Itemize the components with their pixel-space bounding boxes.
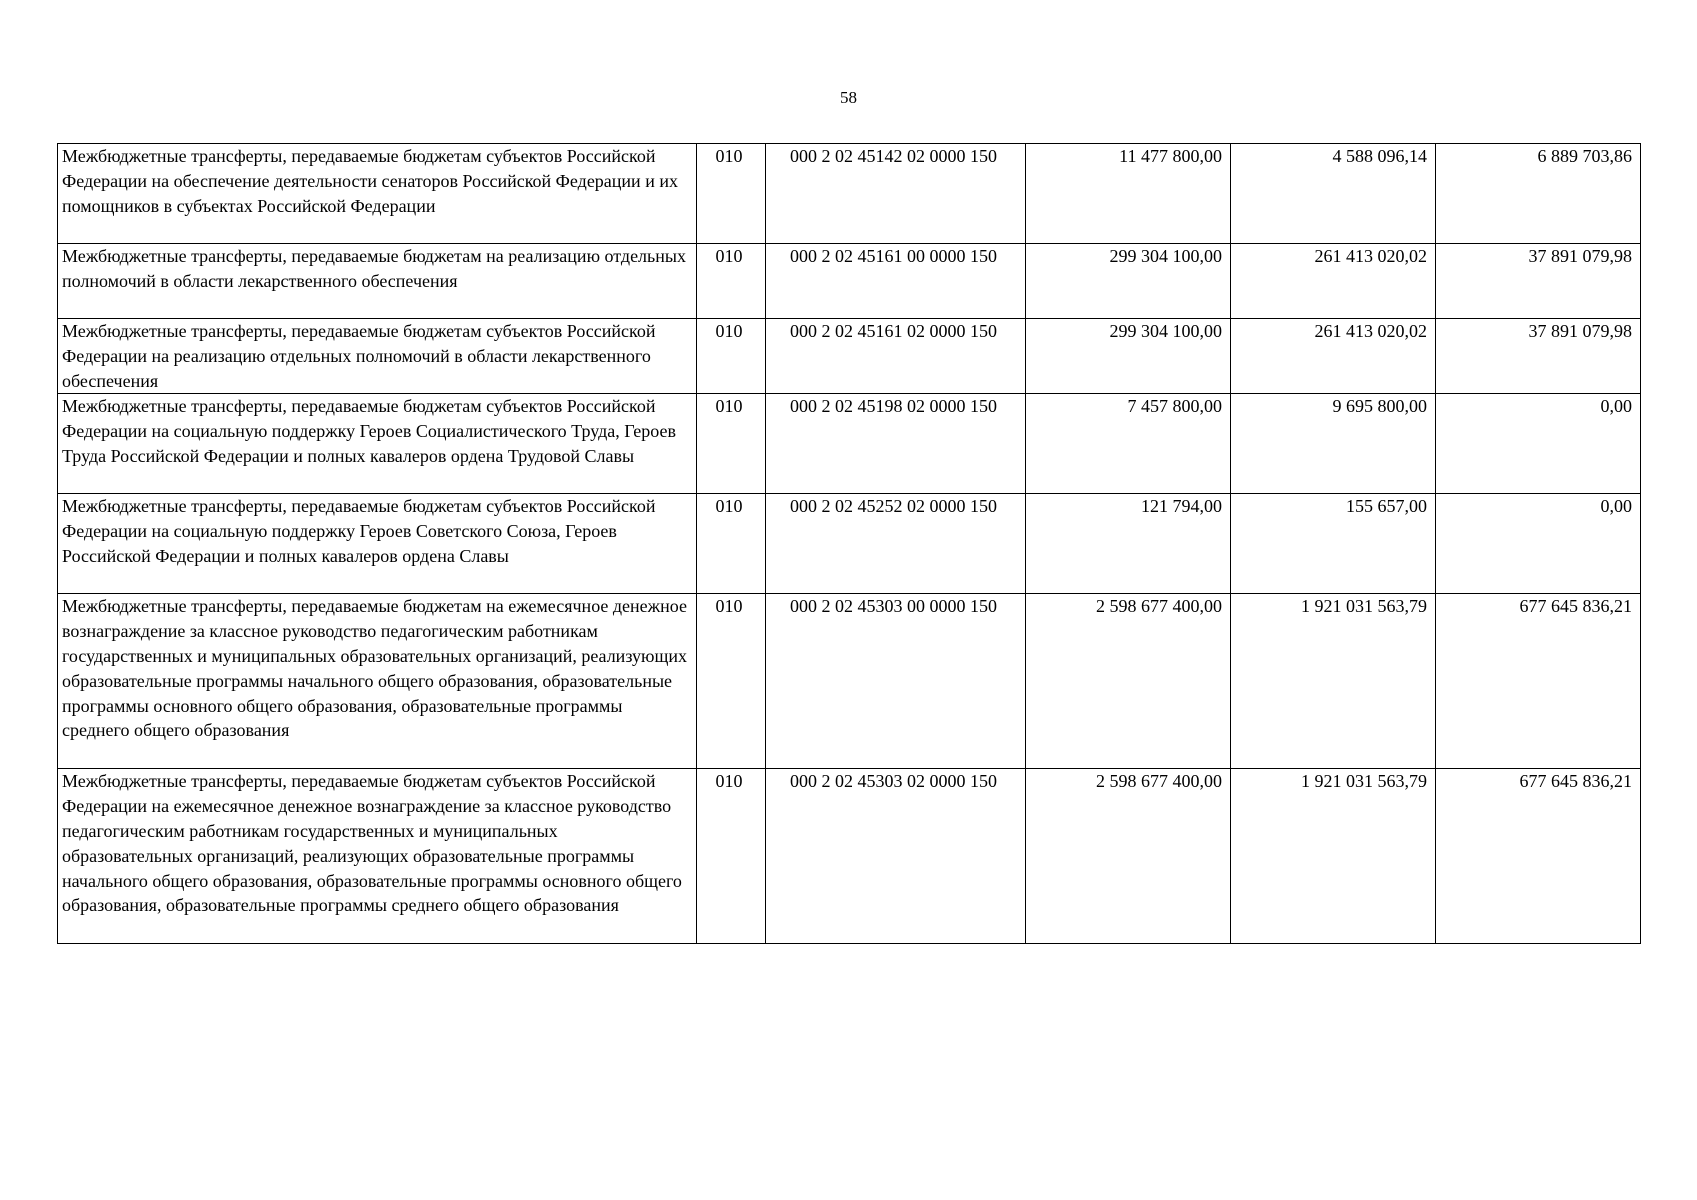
row-approved-amount: 121 794,00 — [1026, 494, 1231, 594]
row-unexecuted-amount: 0,00 — [1436, 394, 1641, 494]
row-description: Межбюджетные трансферты, передаваемые бюджетам субъектов Российской Федерации на социальную поддержку Героев Советского Союза, Героев Российской Федерации и полных кавалеров ордена Славы — [58, 494, 697, 594]
row-executed-amount: 155 657,00 — [1231, 494, 1436, 594]
table-row — [58, 769, 1641, 944]
row-description: Межбюджетные трансферты, передаваемые бюджетам субъектов Российской Федерации на реализацию отдельных полномочий в области лекарственного обеспечения — [58, 319, 697, 394]
row-description: Межбюджетные трансферты, передаваемые бюджетам субъектов Российской Федерации на ежемесячное денежное вознаграждение за классное руководство педагогическим работникам государственных и муниципальных образовательных организаций, реализующих образовательные программы начального общего образования, образовательные программы основного общего образования, образовательные программы среднего общего образования — [58, 769, 697, 944]
row-executed-amount: 1 921 031 563,79 — [1231, 769, 1436, 944]
row-kbk-code: 000 2 02 45161 02 0000 150 — [766, 319, 1026, 394]
row-approved-amount: 7 457 800,00 — [1026, 394, 1231, 494]
row-unexecuted-amount: 37 891 079,98 — [1436, 244, 1641, 319]
row-executed-amount: 9 695 800,00 — [1231, 394, 1436, 494]
row-approved-amount: 11 477 800,00 — [1026, 144, 1231, 244]
row-description: Межбюджетные трансферты, передаваемые бюджетам субъектов Российской Федерации на социальную поддержку Героев Социалистического Труда, Героев Труда Российской Федерации и полных кавалеров ордена Трудовой Славы — [58, 394, 697, 494]
row-approved-amount: 2 598 677 400,00 — [1026, 594, 1231, 769]
table-row — [58, 319, 1641, 394]
table-row — [58, 394, 1641, 494]
row-kbk-code: 000 2 02 45303 00 0000 150 — [766, 594, 1026, 769]
table-row — [58, 244, 1641, 319]
row-kbk-code: 000 2 02 45142 02 0000 150 — [766, 144, 1026, 244]
row-approved-amount: 299 304 100,00 — [1026, 244, 1231, 319]
row-unexecuted-amount: 677 645 836,21 — [1436, 594, 1641, 769]
row-description: Межбюджетные трансферты, передаваемые бюджетам на реализацию отдельных полномочий в области лекарственного обеспечения — [58, 244, 697, 319]
table-row — [58, 494, 1641, 594]
row-admin-code: 010 — [697, 494, 766, 594]
row-unexecuted-amount: 37 891 079,98 — [1436, 319, 1641, 394]
row-kbk-code: 000 2 02 45252 02 0000 150 — [766, 494, 1026, 594]
row-kbk-code: 000 2 02 45161 00 0000 150 — [766, 244, 1026, 319]
row-kbk-code: 000 2 02 45303 02 0000 150 — [766, 769, 1026, 944]
row-unexecuted-amount: 0,00 — [1436, 494, 1641, 594]
row-description: Межбюджетные трансферты, передаваемые бюджетам субъектов Российской Федерации на обеспечение деятельности сенаторов Российской Федерации и их помощников в субъектах Российской Федерации — [58, 144, 697, 244]
row-admin-code: 010 — [697, 394, 766, 494]
page-number: 58 — [840, 88, 857, 107]
row-executed-amount: 1 921 031 563,79 — [1231, 594, 1436, 769]
budget-table — [57, 143, 1641, 944]
row-unexecuted-amount: 677 645 836,21 — [1436, 769, 1641, 944]
row-admin-code: 010 — [697, 319, 766, 394]
row-admin-code: 010 — [697, 244, 766, 319]
row-admin-code: 010 — [697, 769, 766, 944]
row-admin-code: 010 — [697, 144, 766, 244]
row-kbk-code: 000 2 02 45198 02 0000 150 — [766, 394, 1026, 494]
table-row — [58, 144, 1641, 244]
row-description: Межбюджетные трансферты, передаваемые бюджетам на ежемесячное денежное вознаграждение за классное руководство педагогическим работникам государственных и муниципальных образовательных организаций, реализующих образовательные программы начального общего образования, образовательные программы основного общего образования, образовательные программы среднего общего образования — [58, 594, 697, 769]
row-executed-amount: 261 413 020,02 — [1231, 319, 1436, 394]
row-approved-amount: 2 598 677 400,00 — [1026, 769, 1231, 944]
row-executed-amount: 4 588 096,14 — [1231, 144, 1436, 244]
row-admin-code: 010 — [697, 594, 766, 769]
row-executed-amount: 261 413 020,02 — [1231, 244, 1436, 319]
row-unexecuted-amount: 6 889 703,86 — [1436, 144, 1641, 244]
table-row — [58, 594, 1641, 769]
row-approved-amount: 299 304 100,00 — [1026, 319, 1231, 394]
